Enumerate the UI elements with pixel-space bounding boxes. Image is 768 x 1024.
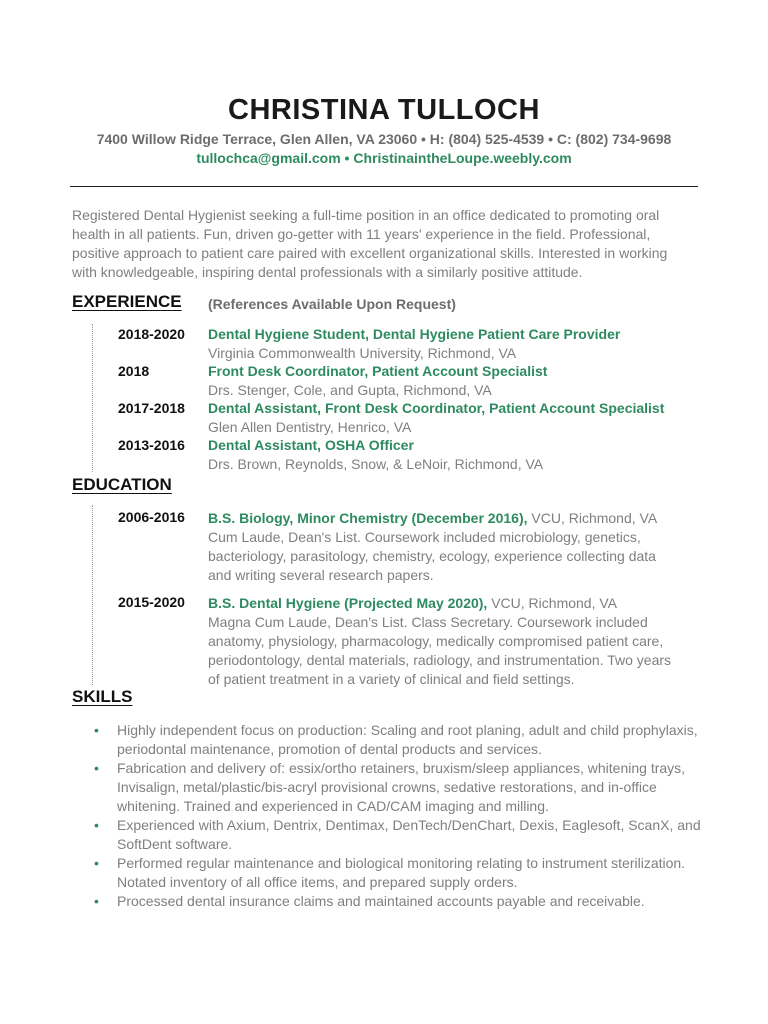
experience-years: 2017-2018	[118, 400, 185, 416]
degree-title: B.S. Biology, Minor Chemistry (December 2016),	[208, 510, 528, 526]
experience-heading: EXPERIENCE	[72, 292, 182, 311]
references-note: (References Available Upon Request)	[208, 296, 456, 312]
education-entry	[208, 594, 678, 689]
summary-paragraph: Registered Dental Hygienist seeking a full-time position in an office dedicated to promoting oral health in all patients. Fun, driven go-getter with 11 years' experience in the field. Professional, positive approach to patient care paired with excellent organizational skills. Interested in working with knowledgeable, inspiring dental professionals with a similarly positive attitude.	[72, 207, 668, 280]
experience-place: Glen Allen Dentistry, Henrico, VA	[208, 419, 412, 435]
skill-text: Processed dental insurance claims and maintained accounts payable and receivable.	[117, 893, 645, 909]
experience-years: 2018-2020	[118, 326, 185, 342]
bullet-icon: •	[94, 722, 99, 738]
skill-text: Experienced with Axium, Dentrix, Dentimax, DenTech/DenChart, Dexis, Eaglesoft, ScanX, and SoftDent software.	[117, 817, 701, 852]
skill-text: Fabrication and delivery of: essix/ortho retainers, bruxism/sleep appliances, whitening trays, Invisalign, metal/plastic/bis-acryl provisional crowns, sedative restorations, and in-office whitening. Trained and experienced in CAD/CAM imaging and milling.	[117, 760, 686, 814]
experience-place: Virginia Commonwealth University, Richmond, VA	[208, 345, 517, 361]
education-details: Cum Laude, Dean's List. Coursework included microbiology, genetics, bacteriology, parasitology, chemistry, ecology, experience collecting data and writing several research papers.	[208, 529, 656, 583]
bullet-icon: •	[94, 760, 99, 776]
contact-line: 7400 Willow Ridge Terrace, Glen Allen, VA 23060 • H: (804) 525-4539 • C: (802) 734-9698	[96, 131, 672, 147]
candidate-name: CHRISTINA TULLOCH	[228, 94, 540, 126]
list-item	[92, 721, 702, 759]
experience-role: Dental Assistant, Front Desk Coordinator, Patient Account Specialist	[208, 400, 665, 416]
school-name: VCU, Richmond, VA	[487, 595, 617, 611]
bullet-icon: •	[94, 855, 99, 871]
web-contact-line[interactable]: tullochca@gmail.com • ChristinaintheLoupe.weebly.com	[196, 150, 572, 166]
list-item	[92, 759, 702, 816]
skills-heading: SKILLS	[72, 687, 133, 706]
skill-text: Highly independent focus on production: Scaling and root planing, adult and child prophylaxis, periodontal maintenance, promotion of dental products and services.	[117, 722, 698, 757]
education-heading: EDUCATION	[72, 475, 172, 494]
experience-timeline-line	[92, 324, 93, 472]
education-years: 2006-2016	[118, 509, 185, 525]
list-item	[92, 854, 702, 892]
experience-role: Front Desk Coordinator, Patient Account Specialist	[208, 363, 548, 379]
experience-role: Dental Assistant, OSHA Officer	[208, 437, 414, 453]
experience-years: 2013-2016	[118, 437, 185, 453]
education-timeline-line	[92, 505, 93, 685]
education-entry	[208, 509, 678, 585]
list-item	[92, 892, 702, 911]
list-item	[92, 816, 702, 854]
school-name: VCU, Richmond, VA	[527, 510, 658, 526]
education-details: Magna Cum Laude, Dean's List. Class Secretary. Coursework included anatomy, physiology, pharmacology, medically compromised patient care, periodontology, dental materials, radiology, and instrumentation. Two years of patient treatment in a variety of clinical and field settings.	[208, 614, 672, 687]
experience-years: 2018	[118, 363, 150, 379]
education-years: 2015-2020	[118, 594, 185, 610]
degree-title: B.S. Dental Hygiene (Projected May 2020),	[208, 595, 488, 611]
skill-text: Performed regular maintenance and biological monitoring relating to instrument sterilization. Notated inventory of all office items, and prepared supply orders.	[117, 855, 686, 890]
bullet-icon: •	[94, 817, 99, 833]
bullet-icon: •	[94, 893, 99, 909]
experience-role: Dental Hygiene Student, Dental Hygiene Patient Care Provider	[208, 326, 621, 342]
experience-place: Drs. Brown, Reynolds, Snow, & LeNoir, Richmond, VA	[208, 456, 544, 472]
header-divider	[70, 186, 698, 187]
skills-list	[92, 721, 702, 911]
experience-place: Drs. Stenger, Cole, and Gupta, Richmond, VA	[208, 382, 492, 398]
